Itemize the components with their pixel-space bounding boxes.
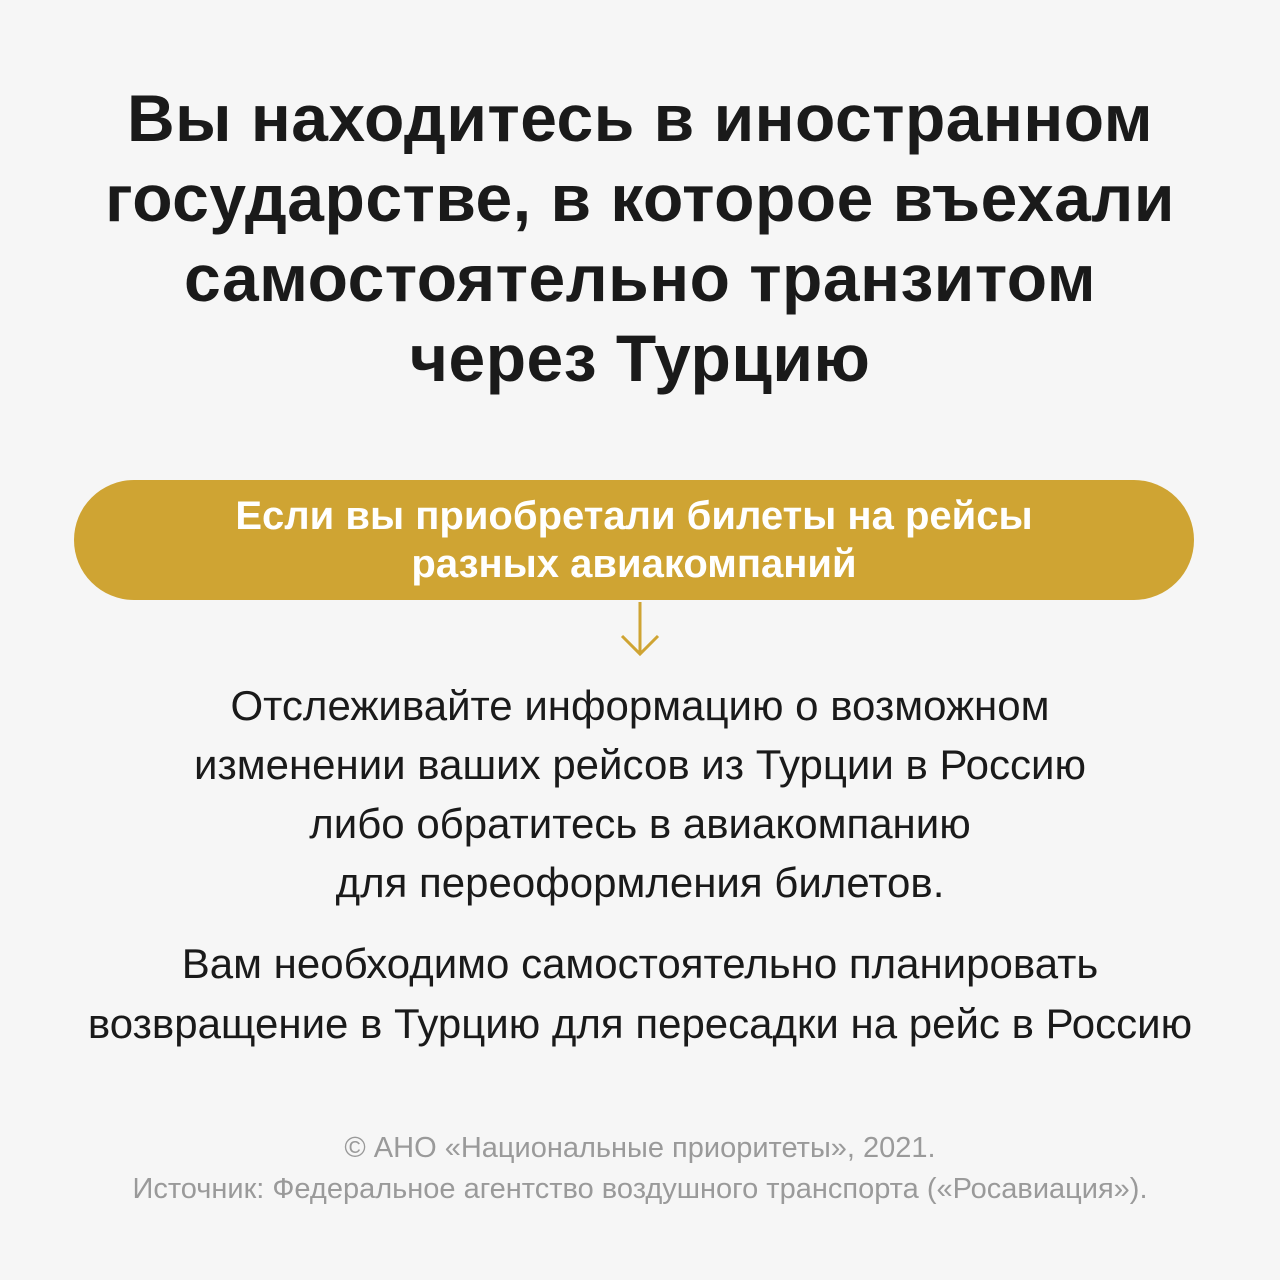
condition-line-2: разных авиакомпаний (411, 542, 857, 586)
advice-line-1: Отслеживайте информацию о возможном (230, 682, 1050, 729)
page-title (40, 78, 1240, 398)
title-line-2: государстве, в которое въехали (105, 161, 1175, 235)
condition-line-1: Если вы приобретали билеты на рейсы (235, 494, 1033, 538)
advice-text (40, 676, 1240, 912)
note-line-2: возвращение в Турцию для пересадки на рейс в Россию (87, 1000, 1193, 1047)
footer-source: Источник: Федеральное агентство воздушного транспорта («Росавиация»). (132, 1173, 1148, 1205)
note-line-1: Вам необходимо самостоятельно планировать (181, 940, 1099, 987)
arrow-down-icon (618, 600, 662, 658)
advice-line-3: либо обратитесь в авиакомпанию (309, 800, 971, 847)
footer-copyright: © АНО «Национальные приоритеты», 2021. (344, 1132, 936, 1164)
condition-banner (74, 480, 1194, 600)
title-line-1: Вы находитесь в иностранном (126, 81, 1154, 155)
title-line-4: через Турцию (409, 321, 871, 395)
footer (40, 1128, 1240, 1210)
advice-line-2: изменении ваших рейсов из Турции в Россию (194, 741, 1086, 788)
title-line-3: самостоятельно транзитом (183, 241, 1097, 315)
note-text (40, 934, 1240, 1054)
advice-line-4: для переоформления билетов. (335, 859, 945, 906)
